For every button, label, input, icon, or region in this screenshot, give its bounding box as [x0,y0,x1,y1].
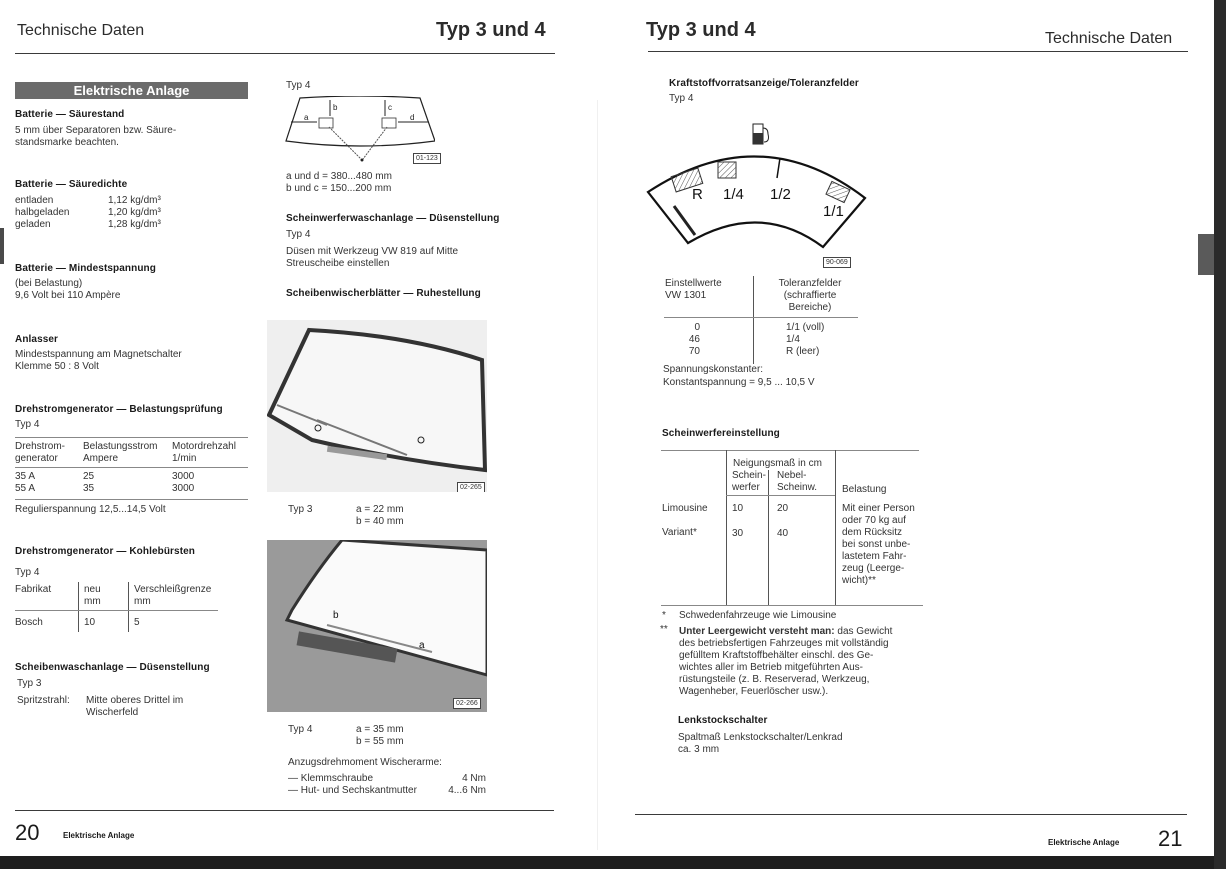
table-cell: 5 [134,617,140,628]
fuel-gauge-type: Typ 4 [669,93,694,104]
density-label: entladen [15,195,54,206]
footnote2-text: des betriebsfertigen Fahrzeuges mit vollständig [679,638,889,649]
dim-label-c: c [388,103,392,112]
table-cell: 3000 [172,471,195,482]
table-cell: 3000 [172,483,195,494]
footnote2-text: gefülltem Kraftstoffbehälter einschl. des Ge- [679,650,874,661]
headlamp-washer-text-1: Düsen mit Werkzeug VW 819 auf Mitte [286,246,459,257]
starter-title: Anlasser [15,334,59,345]
fig3-value-b: b = 55 mm [356,736,404,747]
header-rule [15,53,555,54]
fig2-type: Typ 3 [288,504,313,515]
alternator-load-type: Typ 4 [15,419,40,430]
fuel-gauge-fig-number: 90-069 [823,257,851,268]
table-header: (schraffierte [783,290,837,301]
steering-switch-title: Lenkstockschalter [678,715,768,726]
fig3-type: Typ 4 [288,724,313,735]
footer-section-right: Elektrische Anlage [1048,838,1120,847]
fig1-number: 01-123 [413,153,441,164]
gauge-mark-full: 1/1 [823,203,844,220]
fig3-label-a: a [419,640,425,651]
torque-label: — Hut- und Sechskantmutter [288,785,417,796]
table-vrule [128,582,129,632]
fig2-value-a: a = 22 mm [356,504,404,515]
table-cell: 40 [777,528,789,539]
table-header: neu [84,584,101,595]
fig3-number: 02-266 [453,698,481,709]
load-text: Mit einer Person [842,503,915,514]
table-header: werfer [732,482,760,493]
table-vrule [835,450,836,605]
load-text: wicht)** [842,575,876,586]
windshield-washer-type: Typ 3 [17,678,42,689]
torque-value: 4...6 Nm [448,785,486,796]
dim-label-d: d [410,113,415,122]
table-header: Ampere [83,453,119,464]
left-header-title: Technische Daten [17,22,145,39]
table-rule [661,605,923,606]
wiper-rest-title: Scheibenwischerblätter — Ruhestellung [286,288,481,299]
starter-text-2: Klemme 50 : 8 Volt [15,361,99,372]
table-header: Belastung [842,484,887,495]
table-cell: 25 [83,471,95,482]
right-header-type: Typ 3 und 4 [646,19,756,41]
table-header: generator [15,453,58,464]
headlamp-adjust-title: Scheinwerfereinstellung [662,428,780,439]
table-rule [664,317,858,318]
table-rule [15,610,218,611]
table-header: mm [134,596,151,607]
table-rule [726,495,835,496]
battery-acid-level-text-2: standsmarke beachten. [15,137,119,148]
density-label: geladen [15,219,51,230]
table-header: VW 1301 [665,290,707,301]
table-cell: Limousine [662,503,708,514]
gauge-mark-half: 1/2 [770,186,791,203]
headlamp-washer-type: Typ 4 [286,229,311,240]
battery-density-title: Batterie — Säuredichte [15,179,128,190]
fig1-text-2: b und c = 150...200 mm [286,183,392,194]
load-text: oder 70 kg auf [842,515,906,526]
fig2-value-b: b = 40 mm [356,516,404,527]
alternator-load-title: Drehstromgenerator — Belastungsprüfung [15,404,223,415]
battery-min-voltage-text-2: 9,6 Volt bei 110 Ampère [15,290,121,301]
footnote1-mark: * [662,610,666,621]
gauge-mark-R: R [692,186,703,203]
table-cell: 1/4 [786,334,800,345]
table-cell: 46 [688,334,700,345]
steering-switch-text-1: Spaltmaß Lenkstockschalter/Lenkrad [678,732,843,743]
spray-text-2: Wischerfeld [86,707,139,718]
table-cell: 10 [732,503,744,514]
table-cell: 55 A [15,483,36,494]
table-vrule [78,582,79,632]
dim-label-a: a [304,113,309,122]
load-text: dem Rücksitz [842,527,903,538]
steering-switch-text-2: ca. 3 mm [678,744,720,755]
section-tab-marker [1198,234,1214,275]
footnote2-bold: Unter Leergewicht versteht man: [679,626,835,637]
scan-right-edge [1214,0,1226,869]
load-text: zeug (Leerge- [842,563,905,574]
left-edge-marker [0,228,4,264]
load-text: lastetem Fahr- [842,551,907,562]
spray-label: Spritzstrahl: [17,695,70,706]
torque-title: Anzugsdrehmoment Wischerarme: [288,757,442,768]
torque-value: 4 Nm [462,773,486,784]
stabilizer-value: Konstantspannung = 9,5 ... 10,5 V [663,377,815,388]
battery-min-voltage-title: Batterie — Mindestspannung [15,263,156,274]
table-header: Bereiche) [788,302,832,313]
battery-acid-level-text-1: 5 mm über Separatoren bzw. Säure- [15,125,177,136]
page-number-right: 21 [1158,826,1183,851]
density-value: 1,12 kg/dm³ [108,195,161,206]
table-cell: 30 [732,528,744,539]
table-header: mm [84,596,101,607]
footnote2-mark: ** [660,624,668,635]
fig1-type: Typ 4 [286,80,311,91]
footnote1-text: Schwedenfahrzeuge wie Limousine [679,610,837,621]
load-text: bei sonst unbe- [842,539,911,550]
table-header: 1/min [172,453,197,464]
table-cell: 10 [84,617,96,628]
table-cell: R (leer) [786,346,820,357]
scan-bottom-edge [0,856,1226,869]
density-value: 1,20 kg/dm³ [108,207,161,218]
right-header-title: Technische Daten [1045,30,1173,47]
footnote2-text: Wagenheber, Feuerlöscher usw.). [679,686,829,697]
footer-rule [635,814,1187,815]
table-rule [15,499,248,500]
fig3-label-b: b [333,610,339,621]
fig2-number: 02-265 [457,482,485,492]
table-header: Fabrikat [15,584,52,595]
footer-rule [15,810,554,811]
table-cell: 35 A [15,471,36,482]
table-header: Scheinw. [777,482,818,493]
table-rule [661,450,919,451]
gauge-mark-quarter: 1/4 [723,186,744,203]
battery-min-voltage-text-1: (bei Belastung) [15,278,83,289]
starter-text-1: Mindestspannung am Magnetschalter [15,349,182,360]
wiper-photo-typ3 [267,320,487,492]
table-header: Motordrehzahl [172,441,236,452]
table-vrule [753,276,754,364]
fuel-gauge-diagram [640,110,880,270]
fig1-text-1: a und d = 380...480 mm [286,171,392,182]
footnote2-line [679,626,892,639]
table-cell: 1/1 (voll) [786,322,825,333]
table-header: Drehstrom- [15,441,66,452]
alternator-brushes-title: Drehstromgenerator — Kohlebürsten [15,546,195,557]
table-header: Nebel- [777,470,807,481]
torque-label: — Klemmschraube [288,773,374,784]
wiper-photo-typ4 [267,540,487,712]
table-cell: 70 [688,346,700,357]
table-cell: Variant* [662,527,697,538]
stabilizer-label: Spannungskonstanter: [663,364,764,375]
table-vrule [726,450,727,605]
density-value: 1,28 kg/dm³ [108,219,161,230]
alternator-brushes-type: Typ 4 [15,567,40,578]
table-header: Verschleißgrenze [134,584,212,595]
headlamp-washer-title: Scheinwerferwaschanlage — Düsenstellung [286,213,500,224]
headlamp-washer-text-2: Streuscheibe einstellen [286,258,390,269]
battery-acid-level-title: Batterie — Säurestand [15,109,125,120]
table-vrule [768,470,769,605]
footer-section-left: Elektrische Anlage [63,831,135,840]
table-header: Einstellwerte [665,278,722,289]
table-rule [15,437,248,438]
footnote2-text: das Gewicht [834,626,893,637]
footnote2-text: rüstungsteile (z. B. Reserverad, Werkzeug, [679,674,870,685]
book-gutter [597,100,598,850]
table-header: Schein- [732,470,766,481]
table-header: Belastungsstrom [83,441,158,452]
footnote2-text: wichtes aller im Betrieb mitgeführten Aus- [679,662,863,673]
table-header: Toleranzfelder [778,278,842,289]
fig3-value-a: a = 35 mm [356,724,404,735]
fuel-gauge-title: Kraftstoffvorratsanzeige/Toleranzfelder [669,78,859,89]
table-rule [15,467,248,468]
table-cell: 35 [83,483,95,494]
windshield-washer-title: Scheibenwaschanlage — Düsenstellung [15,662,210,673]
density-label: halbgeladen [15,207,70,218]
header-rule [648,51,1188,52]
dim-label-b: b [333,103,338,112]
table-cell: 0 [694,322,700,333]
fuel-pump-icon [753,124,769,144]
spray-text-1: Mitte oberes Drittel im [86,695,184,706]
group-header: Neigungsmaß in cm [733,458,822,469]
section-banner: Elektrische Anlage [15,82,248,99]
page-number-left: 20 [15,820,40,845]
table-cell: Bosch [15,617,43,628]
left-header-type: Typ 3 und 4 [436,19,546,41]
table-cell: 20 [777,503,789,514]
regulator-voltage-note: Regulierspannung 12,5...14,5 Volt [15,504,166,515]
